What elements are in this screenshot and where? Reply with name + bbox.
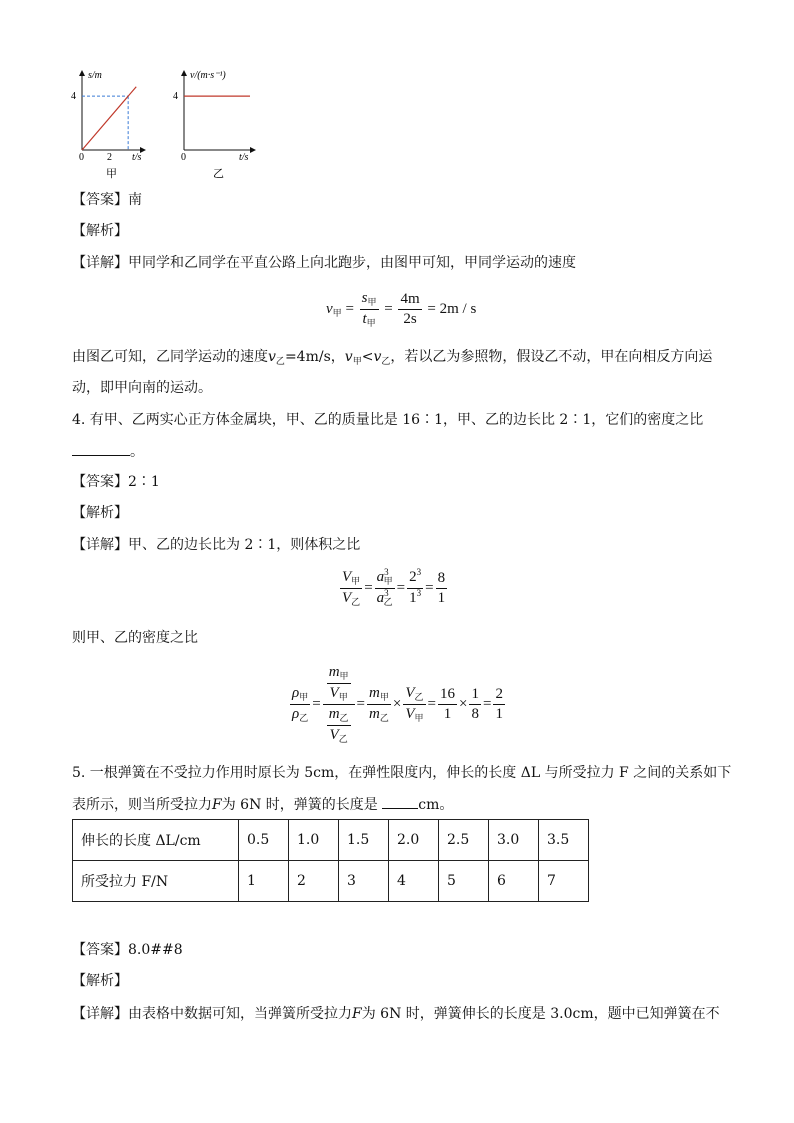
- y-axis-arrow: [79, 70, 85, 76]
- table-cell: 2.0: [389, 820, 439, 861]
- x-axis-arrow: [250, 147, 256, 153]
- y-tick-label: 4: [173, 91, 178, 102]
- num: 1: [495, 706, 503, 722]
- sub-jia: 甲: [332, 307, 342, 318]
- numerator: 4m: [398, 291, 421, 310]
- times: ×: [459, 695, 468, 712]
- q4-analysis-tag: 【解析】: [72, 505, 128, 521]
- chart-caption: 甲: [106, 168, 117, 180]
- sub-yi: 乙: [381, 357, 391, 367]
- text: 表所示，则当所受拉力: [72, 797, 212, 813]
- sub-jia: 甲: [383, 576, 393, 586]
- table-row: [73, 861, 589, 902]
- sub-yi: 乙: [299, 713, 309, 723]
- num: 1: [409, 590, 417, 606]
- sub-yi: 乙: [351, 597, 361, 607]
- table-cell: 6: [489, 861, 539, 902]
- equals: =: [482, 695, 492, 712]
- text: 由表格中数据可知，当弹簧所受拉力: [128, 1006, 352, 1022]
- fraction-4m-over-2s: [398, 291, 421, 328]
- answer-value: 8.0##8: [128, 942, 183, 958]
- var-rho: ρ: [292, 706, 300, 722]
- fraction-m-over-v-jia: [327, 664, 351, 703]
- text: 由图乙可知，乙同学运动的速度: [72, 349, 268, 365]
- num: 2: [493, 686, 505, 705]
- var-v: v: [344, 349, 353, 365]
- spring-data-table: [72, 819, 589, 902]
- table-cell: 2.5: [439, 820, 489, 861]
- answer-tag: 【答案】: [72, 942, 128, 958]
- q5-detail-line: [72, 1004, 720, 1024]
- y-axis-label: s/m: [88, 70, 102, 81]
- equals: =: [425, 579, 434, 596]
- var-V: V: [405, 706, 415, 722]
- sub-jia: 甲: [379, 692, 389, 702]
- var-m: m: [328, 706, 340, 722]
- table-cell: 3.5: [539, 820, 589, 861]
- x-axis-label: t/s: [239, 152, 249, 163]
- fraction-m-ratio: [367, 685, 391, 724]
- answer-tag: 【答案】: [72, 192, 128, 208]
- answer-tag: 【答案】: [72, 474, 128, 490]
- var-rho: ρ: [292, 685, 300, 701]
- fraction-1-8: [469, 686, 481, 723]
- fraction-rho-ratio: [290, 685, 310, 724]
- fraction-m-over-v-yi: [327, 706, 351, 745]
- q4-density-ratio-formula: [288, 664, 507, 745]
- fraction-result: [436, 570, 448, 607]
- fraction-2-1: [493, 686, 505, 723]
- fraction-16-1: [438, 686, 457, 723]
- num: 1: [437, 590, 446, 606]
- var-V: V: [405, 685, 415, 701]
- num: 2: [409, 569, 417, 585]
- exp-3: 3: [416, 567, 422, 577]
- table-cell: 3: [339, 861, 389, 902]
- var-a: a: [376, 590, 385, 606]
- table-cell: 0.5: [239, 820, 289, 861]
- table-cell: 1.5: [339, 820, 389, 861]
- q4-density-line: 则甲、乙的密度之比: [72, 630, 198, 646]
- sub-yi: 乙: [338, 734, 348, 744]
- sub-yi: 乙: [383, 597, 393, 607]
- q5-stem-line-2: [72, 794, 453, 815]
- exp-3: 3: [384, 588, 389, 598]
- sub-jia: 甲: [351, 576, 361, 586]
- q4-volume-ratio-formula: [338, 569, 449, 608]
- table-cell: 1: [239, 861, 289, 902]
- q3-analysis-tag: 【解析】: [72, 223, 128, 239]
- y-axis-arrow: [181, 70, 187, 76]
- q5-analysis-tag: 【解析】: [72, 973, 128, 989]
- origin-label: 0: [181, 152, 186, 163]
- var-F: F: [352, 1006, 362, 1022]
- q4-stem-blank-line: [72, 441, 144, 462]
- less-than: <: [361, 349, 374, 365]
- var-v: v: [373, 349, 382, 365]
- table-cell: 7: [539, 861, 589, 902]
- table-cell: 3.0: [489, 820, 539, 861]
- var-F: F: [212, 797, 222, 813]
- q3-velocity-formula: [326, 290, 476, 329]
- fraction-s-over-t: [360, 290, 379, 329]
- num: 1: [443, 706, 452, 722]
- row-label: 所受拉力 F/N: [73, 861, 239, 902]
- result: = 2m / s: [427, 300, 477, 317]
- sub-jia: 甲: [414, 713, 424, 723]
- num: 1: [469, 686, 481, 705]
- var-V: V: [342, 569, 352, 585]
- text: =4m/s，: [284, 349, 345, 365]
- answer-blank: [382, 794, 418, 809]
- equals: =: [364, 579, 373, 596]
- q4-stem: 4. 有甲、乙两实心正方体金属块，甲、乙的质量比是 16∶1，甲、乙的边长比 2∶1，它们的密度之比: [72, 412, 704, 428]
- detail-tag: 【详解】: [72, 255, 128, 271]
- var-v: v: [268, 349, 276, 365]
- var-v: v: [326, 300, 333, 317]
- text: 为 6N 时，弹簧的长度是: [221, 797, 378, 813]
- answer-value: 2∶1: [128, 474, 160, 490]
- table-row: [73, 820, 589, 861]
- detail-text: 甲同学和乙同学在平直公路上向北跑步，由图甲可知，甲同学运动的速度: [128, 255, 576, 271]
- fraction-v-inverse: [403, 685, 425, 724]
- answer-blank: [72, 441, 130, 456]
- sub-jia: 甲: [352, 357, 362, 367]
- var-V: V: [329, 727, 339, 743]
- detail-text: 甲、乙的边长比为 2∶1，则体积之比: [128, 537, 361, 553]
- y-tick-label: 4: [71, 91, 76, 102]
- y-axis-label: v/(m·s⁻¹): [190, 70, 226, 81]
- period: 。: [130, 444, 144, 460]
- var-s: s: [361, 290, 368, 306]
- times: ×: [392, 695, 402, 712]
- exp-3: 3: [416, 588, 422, 598]
- fraction-numbers-cubed: [407, 569, 423, 608]
- var-m: m: [369, 706, 380, 722]
- origin-label: 0: [79, 152, 84, 163]
- table-cell: 4: [389, 861, 439, 902]
- chart-caption: 乙: [213, 168, 224, 180]
- row-label: 伸长的长度 ΔL/cm: [73, 820, 239, 861]
- text: 为 6N 时，弹簧伸长的长度是 3.0cm，题中已知弹簧在不: [361, 1006, 720, 1022]
- sub-yi: 乙: [339, 713, 349, 723]
- sub-jia: 甲: [339, 671, 349, 681]
- table-cell: 5: [439, 861, 489, 902]
- table-cell: 1.0: [289, 820, 339, 861]
- var-t: t: [362, 311, 367, 327]
- var-a: a: [376, 569, 385, 585]
- equals: =: [345, 300, 354, 317]
- var-V: V: [342, 590, 352, 606]
- sub-jia: 甲: [299, 692, 309, 702]
- text: cm。: [418, 797, 454, 813]
- table-cell: 2: [289, 861, 339, 902]
- fraction-a-cubed: [375, 569, 395, 608]
- fraction-v-ratio: [340, 569, 362, 608]
- var-V: V: [329, 685, 339, 701]
- equals: =: [427, 695, 436, 712]
- text: ，若以乙为参照物，假设乙不动，甲在向相反方向运: [390, 349, 713, 365]
- equals: =: [396, 579, 406, 596]
- num: 8: [436, 570, 448, 589]
- x-tick-label: 2: [107, 152, 112, 163]
- q5-stem: 5. 一根弹簧在不受拉力作用时原长为 5cm，在弹性限度内，伸长的长度 ΔL 与所受拉力 F 之间的关系如下: [72, 765, 732, 781]
- q5-answer-line: [72, 940, 183, 960]
- sub-jia: 甲: [367, 297, 377, 307]
- sub-yi: 乙: [414, 692, 424, 702]
- sub-jia: 甲: [366, 318, 376, 328]
- sub-yi: 乙: [275, 357, 285, 367]
- exp-3: 3: [384, 567, 389, 577]
- answer-value: 南: [128, 192, 142, 208]
- var-m: m: [369, 685, 380, 701]
- q3-explanation-line-2: 动，即甲向南的运动。: [72, 380, 212, 396]
- sub-jia: 甲: [338, 692, 348, 702]
- denominator: 2s: [403, 311, 417, 327]
- chart-yi: [168, 64, 278, 184]
- q4-answer-line: [72, 472, 160, 492]
- detail-tag: 【详解】: [72, 537, 128, 553]
- q4-detail-line: [72, 535, 360, 555]
- x-axis-label: t/s: [132, 152, 142, 163]
- equals: =: [384, 300, 393, 317]
- q3-detail-line: [72, 253, 576, 273]
- equals: =: [312, 695, 321, 712]
- compound-fraction: [323, 664, 355, 745]
- num: 16: [438, 686, 457, 705]
- detail-tag: 【详解】: [72, 1006, 128, 1022]
- sub-yi: 乙: [379, 713, 389, 723]
- q3-answer-line: [72, 190, 142, 210]
- var-m: m: [328, 664, 340, 680]
- q3-explanation-line: [72, 347, 712, 369]
- equals: =: [356, 695, 366, 712]
- chart-jia: [66, 64, 166, 184]
- num: 8: [471, 706, 479, 722]
